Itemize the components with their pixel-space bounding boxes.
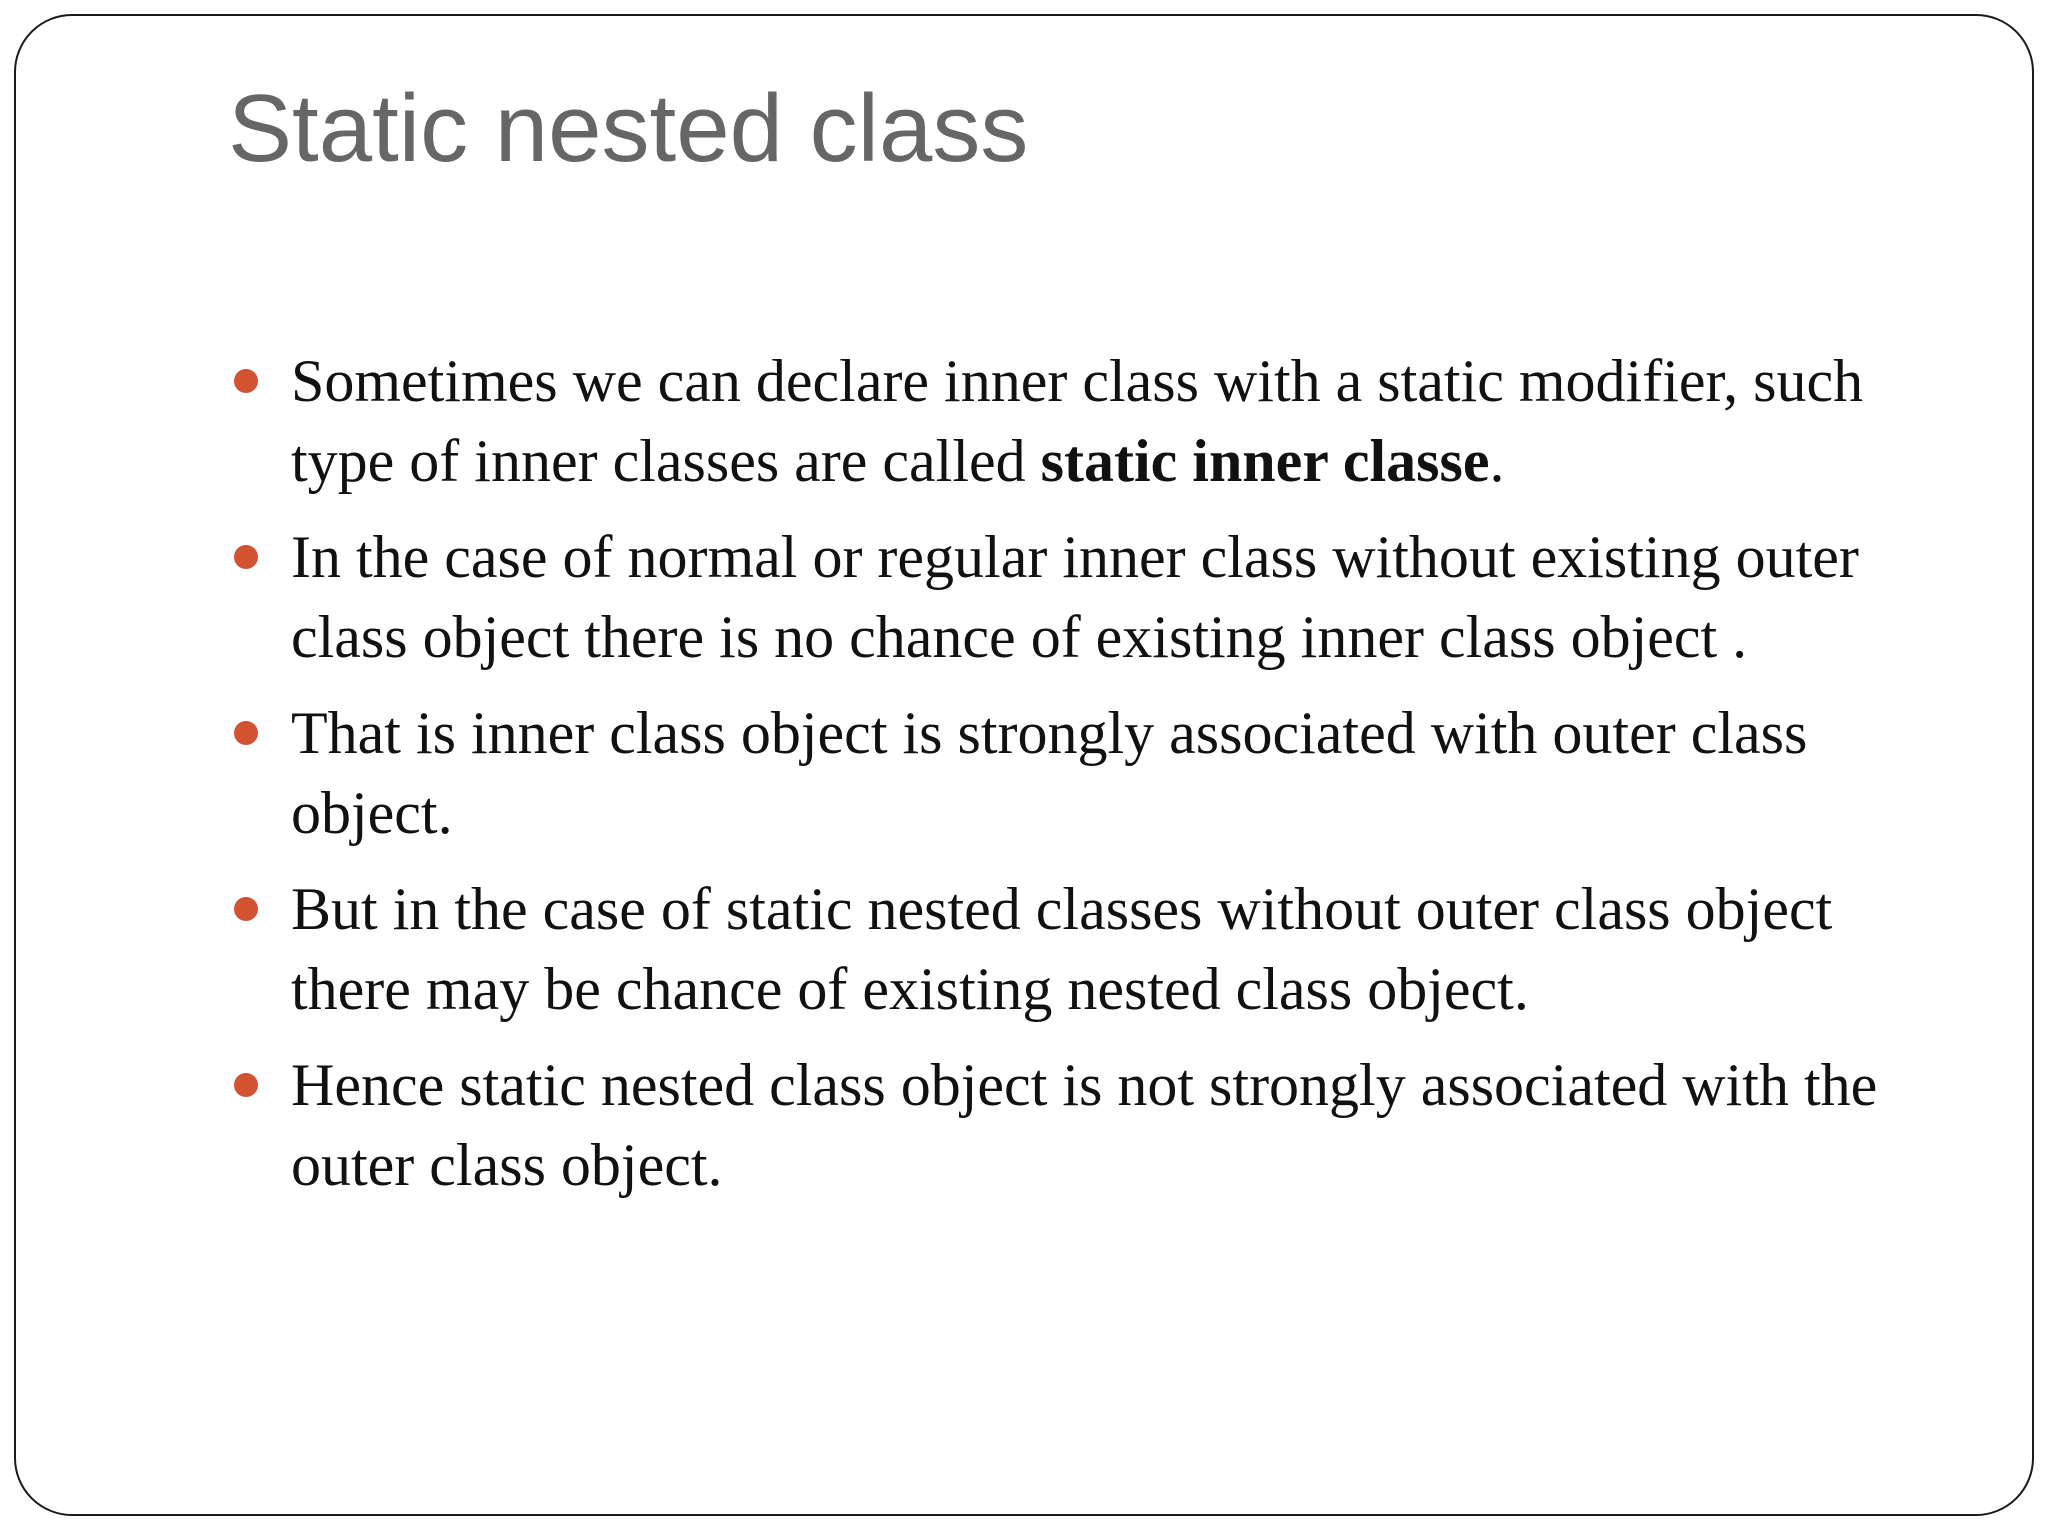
- bullet-item: [234, 693, 1914, 853]
- bullet-item: [234, 517, 1914, 677]
- bullet-icon: [234, 1073, 258, 1097]
- slide-title: Static nested class: [228, 75, 1029, 182]
- slide-frame: [14, 14, 2034, 1516]
- bullet-item: [234, 341, 1914, 501]
- bullet-icon: [234, 721, 258, 745]
- bullet-item: [234, 1045, 1914, 1205]
- bullet-bold-term: static inner classe: [1040, 428, 1490, 494]
- bullet-text-part: Sometimes we can declare inner class with a static modifier, such type of inner classes are called: [291, 348, 1864, 494]
- bullet-text-part: .: [1489, 428, 1505, 494]
- bullet-icon: [234, 545, 258, 569]
- bullet-icon: [234, 897, 258, 921]
- bullet-item: [234, 869, 1914, 1029]
- bullet-icon: [234, 369, 258, 393]
- bullet-text: Hence static nested class object is not strongly associated with the outer class object.: [291, 1052, 1878, 1198]
- bullet-text: In the case of normal or regular inner class without existing outer class object there is no chance of existing inner class object .: [291, 524, 1859, 670]
- bullet-list: [234, 341, 1914, 1221]
- bullet-text: That is inner class object is strongly associated with outer class object.: [291, 700, 1808, 846]
- bullet-text: But in the case of static nested classes without outer class object there may be chance of existing nested class object.: [291, 876, 1833, 1022]
- bullet-text: [291, 348, 1863, 494]
